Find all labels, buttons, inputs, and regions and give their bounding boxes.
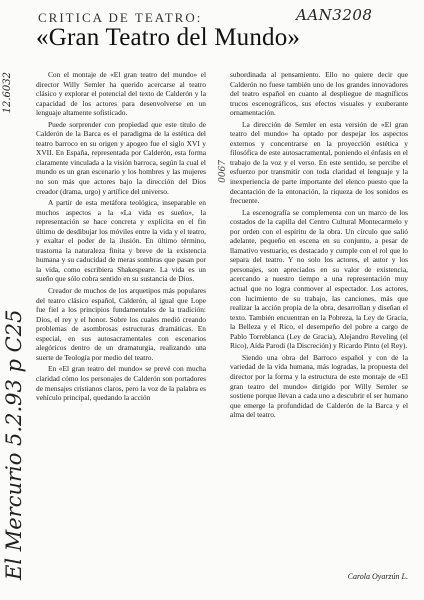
paragraph: subordinada al pensamiento. Ello no quiere decir que Calderón no fuese también uno de los grandes innovadores del teatro español en cuanto al despliegue de magníficos trucos escenográficos, sus efectos visuales y exuberante ornamentación. [230, 70, 408, 118]
handwritten-source-date: El Mercurio 5.2.93 p C25 [2, 309, 26, 580]
left-column [36, 70, 206, 405]
paragraph: La escenografía se complementa con un marco de los costados de la capilla del Centro Cultural Montecarmelo y por orden con el espíritu de la obra. Un círculo que salió adelante, pequeño en escena en su conjunto, a pesar de llamativo vestuario, es destacado y cumple con el rol que lo separa del teatro. Y no solo los actores, el autor y los personajes, son apreciados en su valor de existencia, acercando a nuestro tiempo a una representación muy actual que no logra conmover al espectador. Los actores, con lucimiento de su trabajo, las canciones, más que realizar la acción propia de la obra, desarrollan y diseñan el texto. También encuentran en la Pobreza, la Ley de Gracia, la Belleza y el Rico, el desempeño del pobre a cargo de Pablo Torreblanca (Ley de Gracia), Alejandro Reveling (el Rico), Aída Parodi (la Discreción) y Ricardo Pinto (el Rey). [230, 207, 408, 351]
handwritten-left-code: 12.6032 [2, 72, 13, 114]
handwritten-archive-code: AAN3208 [296, 6, 373, 24]
section-kicker: CRITICA DE TEATRO: [38, 10, 203, 25]
paragraph: Puede sorprender con propiedad que este título de Calderón de la Barca es el paradigma de la estética del teatro barroco en su origen y apogeo fue el siglo XVI y XVII. En España, representada por Calderón, esta forma claramente vinculada a la visión barroca, según la cual el mundo es un gran escenario y los hombres y las mujeres no son más que actores bajo la dirección del Dios creador (drama, urgo) y artífice del universo. [36, 119, 206, 196]
paragraph: La dirección de Semler en esta versión de «El gran teatro del mundo» ha optado por despejar los aspectos externos y concentrarse en la proyección estética y filosófica de este autosacramental, poniendo el énfasis en el trabajo de la voz y el verso. En este sentido, se percibe el esfuerzo por transmitir con toda claridad el lenguaje y la inexperiencia de parte importante del elenco puesto que la decantación de la entonación, la riqueza de los sonidos es frecuente. [230, 119, 408, 206]
handwritten-margin-number: 0067 [218, 160, 228, 183]
paragraph: Siendo una obra del Barroco español y con de la variedad de la vida humana, más logradas, la propuesta del director por la forma y la estructura de este montaje de «El gran teatro del mundo» dirigido por Willy Semler se sostiene porque llevan a cada uno a descubrir el ser humano que emerge la profundidad de Calderón de la Barca y el alma del teatro. [230, 352, 408, 420]
paragraph: A partir de esta metáfora teológica, inseparable en muchos aspectos a la «La vida es sueño», la representación se hace concreta y explícita en el fin último de desdibujar los móviles entre la vida y el teatro, y exaltar el poder de la ilusión. En último término, trastorna la naturaleza finita y breve de la existencia humana y su caducidad de meras sombras que pasan por la vida, como escribiera Shakespeare. La vida es un sueño que sólo cobra sentido en su sustancia de Dios. [36, 198, 206, 284]
author-signature: Carola Oyarzún L. [347, 572, 408, 581]
right-column [230, 70, 408, 422]
paragraph: En «El gran teatro del mundo» se prevé con mucha claridad cómo los personajes de Calderón son portadores de mensajes cristianos claros, pero la voz de la palabra es vehículo principal, quedando la acción [36, 364, 206, 403]
paragraph: Creador de muchos de los arquetipos más populares del teatro clásico español, Calderón, al igual que Lope fue fiel a los principios fundamentales de la tradición: Dios, el rey y el honor. Sobre los cuales medió creando problemas de asombrosas estructuras dramáticas. En especial, en sus autosacramentales con escenarios alegóricos dentro de un dramaturgia, realizando una suerte de Teología por medio del teatro. [36, 286, 206, 362]
paragraph: Con el montaje de «El gran teatro del mundo» el director Willy Semler ha querido acercarse al teatro clásico y explorar el potencial del texto de Calderón y la capacidad de los actores para desenvolverse en un lenguaje altamente sofisticado. [36, 70, 206, 118]
article-headline: «Gran Teatro del Mundo» [36, 24, 301, 51]
